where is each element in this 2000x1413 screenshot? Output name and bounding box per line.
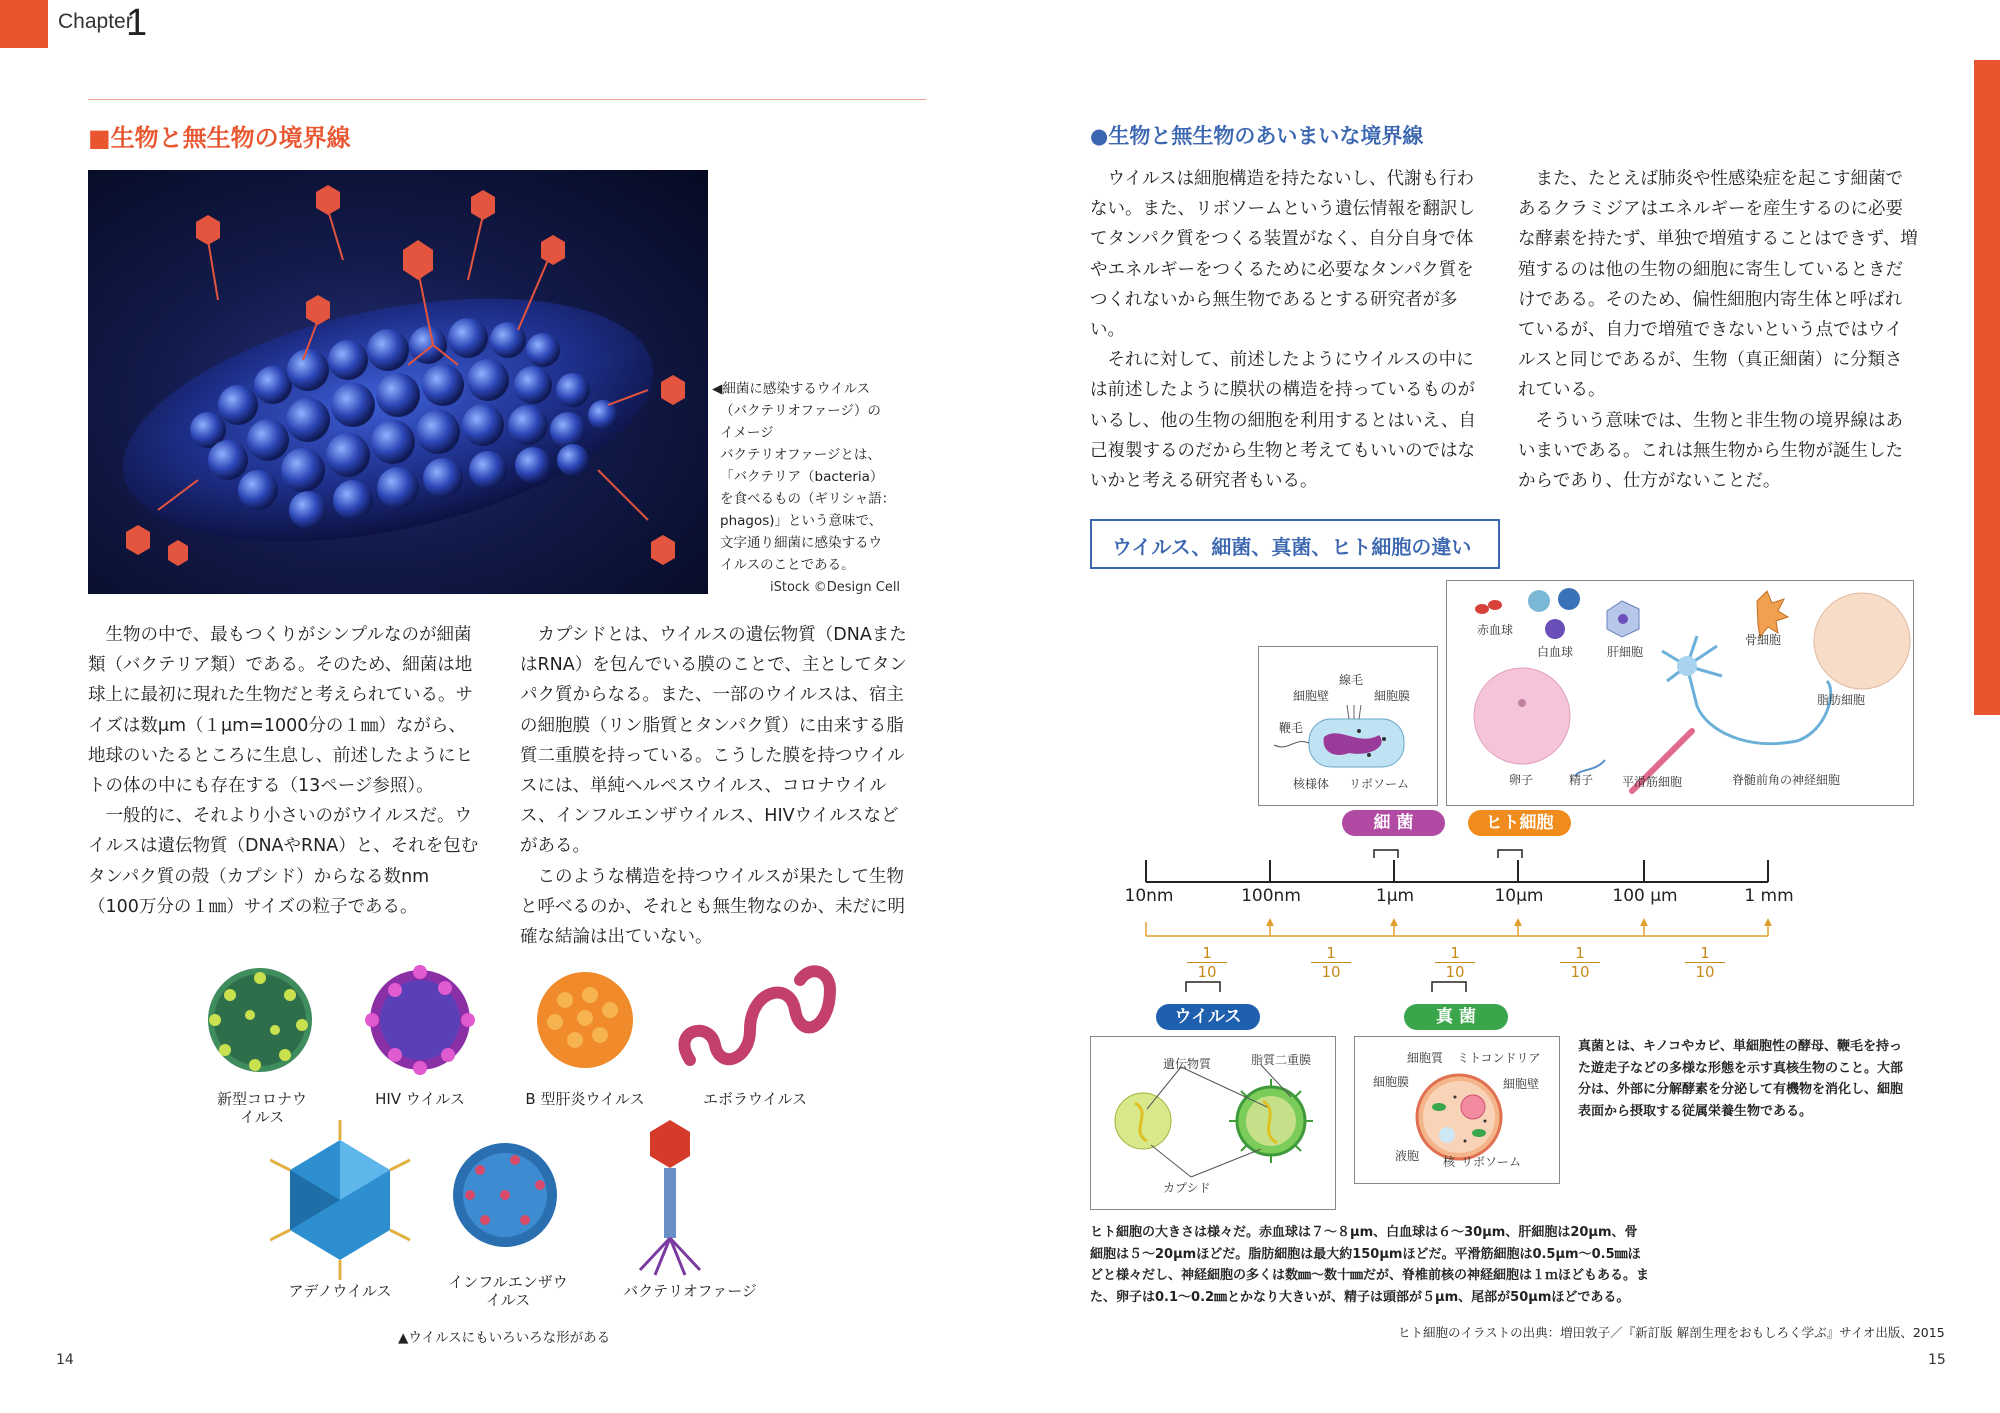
coronavirus-illustration xyxy=(208,968,312,1072)
caption-line: バクテリオファージとは、 xyxy=(720,447,881,463)
photo-caption xyxy=(712,378,920,576)
virus-figure-caption: ▲ウイルスにもいろいろな形がある xyxy=(398,1330,611,1346)
label-genetic-material: 遺伝物質 xyxy=(1163,1057,1212,1071)
virus-structure-box xyxy=(1090,1036,1336,1210)
label-cell-membrane: 細胞膜 xyxy=(1374,689,1411,703)
page-number-left: 14 xyxy=(56,1352,74,1368)
label-cell-membrane-fungi: 細胞膜 xyxy=(1373,1075,1410,1089)
body-paragraph: 生物の中で、最もつくりがシンプルなのが細菌類（バクテリア類）である。そのため、細菌は地球上に最初に現れた生物だと考えられている。サイズは数μm（１μm=1000分の１㎜）ながら、地球のいたるところに生息し、前述したようにヒトの体の中にも存在する（13ページ参照）。 xyxy=(88,625,473,797)
human-cell-note: ヒト細胞の大きさは様々だ。赤血球は７～８μm、白血球は６～30μm、肝細胞は20μm、骨細胞は５～20μmほどだ。脂肪細胞は最大約150μmほどだ。平滑筋細胞は0.5μm～0.5㎜ほどと様々だし、神経細胞の多くは数㎜～数十㎜だが、脊椎前核の神経細胞は１ｍほどもある。また、卵子は0.1～0.2㎜とかなり大きいが、精子は頭部が５μm、尾部が50μmほどである。 xyxy=(1090,1225,1650,1305)
fraction-numerator: 1 xyxy=(1560,944,1600,963)
hiv-illustration xyxy=(365,965,475,1075)
label-smooth-muscle: 平滑筋細胞 xyxy=(1622,775,1683,789)
fungi-badge: 真 菌 xyxy=(1404,1004,1508,1030)
caption-line: を食べるもの（ギリシャ語： xyxy=(720,491,896,507)
fraction-numerator: 1 xyxy=(1685,944,1725,963)
caption-line: 「バクテリア（bacteria） xyxy=(720,469,884,485)
scale-1mm: 1 mm xyxy=(1744,886,1794,906)
scale-10um: 10μm xyxy=(1494,886,1544,906)
scale-100um: 100 μm xyxy=(1612,886,1678,906)
label-bone-cell: 骨細胞 xyxy=(1745,633,1782,647)
label-capsid: カプシド xyxy=(1163,1181,1211,1195)
fraction-1-10 xyxy=(1435,944,1475,981)
caption-line: ◀細菌に感染するウイルス xyxy=(712,381,871,397)
chapter-tab xyxy=(0,0,48,48)
scale-100nm: 100nm xyxy=(1241,886,1301,906)
fraction-denominator: 10 xyxy=(1445,963,1465,981)
page-number-right: 15 xyxy=(1928,1352,1946,1368)
label-liver-cell: 肝細胞 xyxy=(1607,645,1644,659)
label-ribosome: リボソーム xyxy=(1349,777,1410,791)
fraction-numerator: 1 xyxy=(1311,944,1351,963)
label-cell-wall: 細胞壁 xyxy=(1293,689,1330,703)
label-neuron: 脊髄前角の神経細胞 xyxy=(1732,773,1841,787)
label-egg: 卵子 xyxy=(1509,773,1534,787)
body-paragraph: そういう意味では、生物と非生物の境界線はあいまいである。これは無生物から生物が誕生したからであり、仕方がないことだ。 xyxy=(1518,410,1903,492)
virus-label: 新型コロナウイルス xyxy=(216,1090,307,1126)
right-heading: ●生物と無生物のあいまいな境界線 xyxy=(1090,124,1424,148)
label-white-blood-cell: 白血球 xyxy=(1537,645,1574,659)
scale-10nm: 10nm xyxy=(1124,886,1174,906)
virus-badge: ウイルス xyxy=(1156,1004,1260,1030)
label-sperm: 精子 xyxy=(1569,773,1594,787)
fraction-denominator: 10 xyxy=(1570,963,1590,981)
label-ribosome-fungi: リボソーム xyxy=(1461,1155,1522,1169)
label-mitochondria: ミトコンドリア xyxy=(1457,1051,1541,1065)
heading-rule xyxy=(88,99,926,100)
illustration-source: ヒト細胞のイラストの出典：増田敦子／『新訂版 解剖生理をおもしろく学ぶ』サイオ出版、2015 xyxy=(1398,1325,1945,1340)
influenza-illustration xyxy=(453,1143,557,1247)
fungi-structure-box xyxy=(1354,1036,1560,1184)
left-heading: ■生物と無生物の境界線 xyxy=(88,124,351,152)
virus-illustrations-row2 xyxy=(270,1120,790,1290)
virus-label: バクテリオファージ xyxy=(623,1282,757,1300)
fraction-1-10 xyxy=(1560,944,1600,981)
label-fat-cell: 脂肪細胞 xyxy=(1817,693,1866,707)
body-paragraph: このような構造を持つウイルスが果たして生物と呼べるのか、それとも無生物なのか、未だに明確な結論は出ていない。 xyxy=(520,866,905,948)
caption-line: イルスのことである。 xyxy=(720,557,855,573)
human-cells-box xyxy=(1446,580,1914,806)
label-flagellum: 鞭毛 xyxy=(1279,721,1304,735)
bacteria-structure-box xyxy=(1258,646,1438,806)
caption-line: イメージ xyxy=(720,425,774,441)
page-edge-tab xyxy=(1974,60,2000,715)
body-paragraph: 一般的に、それより小さいのがウイルスだ。ウイルスは遺伝物質（DNAやRNA）と、それを包むタンパク質の殻（カプシド）からなる数nm（100万分の１㎜）サイズの粒子である。 xyxy=(88,806,479,917)
body-paragraph: それに対して、前述したようにウイルスの中には前述したように膜状の構造を持っているものがいるし、他の生物の細胞を利用するとはいえ、自己複製するのだから生物と考えてもいいのではないかと考える研究者もいる。 xyxy=(1090,350,1477,492)
fraction-denominator: 10 xyxy=(1695,963,1715,981)
fraction-1-10 xyxy=(1187,944,1227,981)
bacteriophage-photo xyxy=(88,170,708,594)
body-paragraph: また、たとえば肺炎や性感染症を起こす細菌であるクラミジアはエネルギーを産生するのに必要な酵素を持たず、単独で増殖することはできず、増殖するのは他の生物の細胞に寄生しているときだけである。そのため、偏性細胞内寄生体と呼ばれているが、自力で増殖できないという点ではウイルスと同じであるが、生物（真正細菌）に分類されている。 xyxy=(1518,169,1918,401)
right-column-2 xyxy=(1518,164,1918,496)
fraction-1-10 xyxy=(1311,944,1351,981)
caption-line: phagos)」という意味で、 xyxy=(720,513,883,529)
ebola-illustration xyxy=(684,971,830,1060)
caption-line: （バクテリオファージ）の xyxy=(720,403,881,419)
label-red-blood-cell: 赤血球 xyxy=(1477,623,1514,637)
diagram-title: ウイルス、細菌、真菌、ヒト細胞の違い xyxy=(1112,535,1472,559)
left-column-1 xyxy=(88,620,480,922)
fraction-numerator: 1 xyxy=(1187,944,1227,963)
bacteriophage-small-illustration xyxy=(640,1120,700,1275)
fraction-denominator: 10 xyxy=(1321,963,1341,981)
bacteria-badge: 細 菌 xyxy=(1342,810,1445,836)
fraction-1-10 xyxy=(1685,944,1725,981)
body-paragraph: カプシドとは、ウイルスの遺伝物質（DNAまたはRNA）を包んでいる膜のことで、主としてタンパク質からなる。また、一部のウイルスは、宿主の細胞膜（リン脂質とタンパク質）に由来する脂質二重膜を持っている。こうした膜を持つウイルスには、単純ヘルペスウイルス、コロナウイルス、インフルエンザウイルス、HIVウイルスなどがある。 xyxy=(520,625,907,857)
virus-label: HIV ウイルス xyxy=(375,1090,465,1108)
chapter-number: 1 xyxy=(126,2,148,44)
fungi-note: 真菌とは、キノコやカビ、単細胞性の酵母、鞭毛を持った遊走子などの多様な形態を示す真核生物のこと。大部分は、外部に分解酵素を分泌して有機物を消化し、細胞表面から摂取する従属栄養生物である。 xyxy=(1578,1039,1904,1119)
right-column-1 xyxy=(1090,164,1490,496)
label-vacuole: 液胞 xyxy=(1395,1149,1420,1163)
label-lipid-bilayer: 脂質二重膜 xyxy=(1251,1053,1312,1067)
hepatitis-b-illustration xyxy=(537,972,633,1068)
scale-1um: 1μm xyxy=(1375,886,1415,906)
adenovirus-illustration xyxy=(270,1120,410,1280)
fraction-numerator: 1 xyxy=(1435,944,1475,963)
virus-illustrations-row1 xyxy=(190,950,850,1100)
label-cytoplasm: 細胞質 xyxy=(1407,1051,1444,1065)
human-cell-badge: ヒト細胞 xyxy=(1468,810,1571,836)
caption-line: 文字通り細菌に感染するウ xyxy=(720,535,882,551)
left-column-2 xyxy=(520,620,912,952)
virus-label: アデノウイルス xyxy=(288,1282,392,1300)
virus-label: B 型肝炎ウイルス xyxy=(525,1090,645,1108)
body-paragraph: ウイルスは細胞構造を持たないし、代謝も行わない。また、リボソームという遺伝情報を翻訳してタンパク質をつくる装置がなく、自分自身で体やエネルギーをつくるために必要なタンパク質をつくれないから無生物であるとする研究者が多い。 xyxy=(1090,169,1475,341)
label-nucleus: 核 xyxy=(1443,1155,1456,1169)
label-pili: 線毛 xyxy=(1339,673,1364,687)
label-nucleoid: 核様体 xyxy=(1293,777,1330,791)
virus-label: インフルエンザウイルス xyxy=(448,1273,568,1309)
bacteriophage-illustration xyxy=(88,170,708,594)
label-cell-wall-fungi: 細胞壁 xyxy=(1503,1077,1540,1091)
photo-credit: iStock ©Design Cell xyxy=(770,580,901,595)
virus-label: エボラウイルス xyxy=(702,1090,808,1108)
fraction-denominator: 10 xyxy=(1197,963,1217,981)
chapter-label: Chapter xyxy=(58,10,133,33)
